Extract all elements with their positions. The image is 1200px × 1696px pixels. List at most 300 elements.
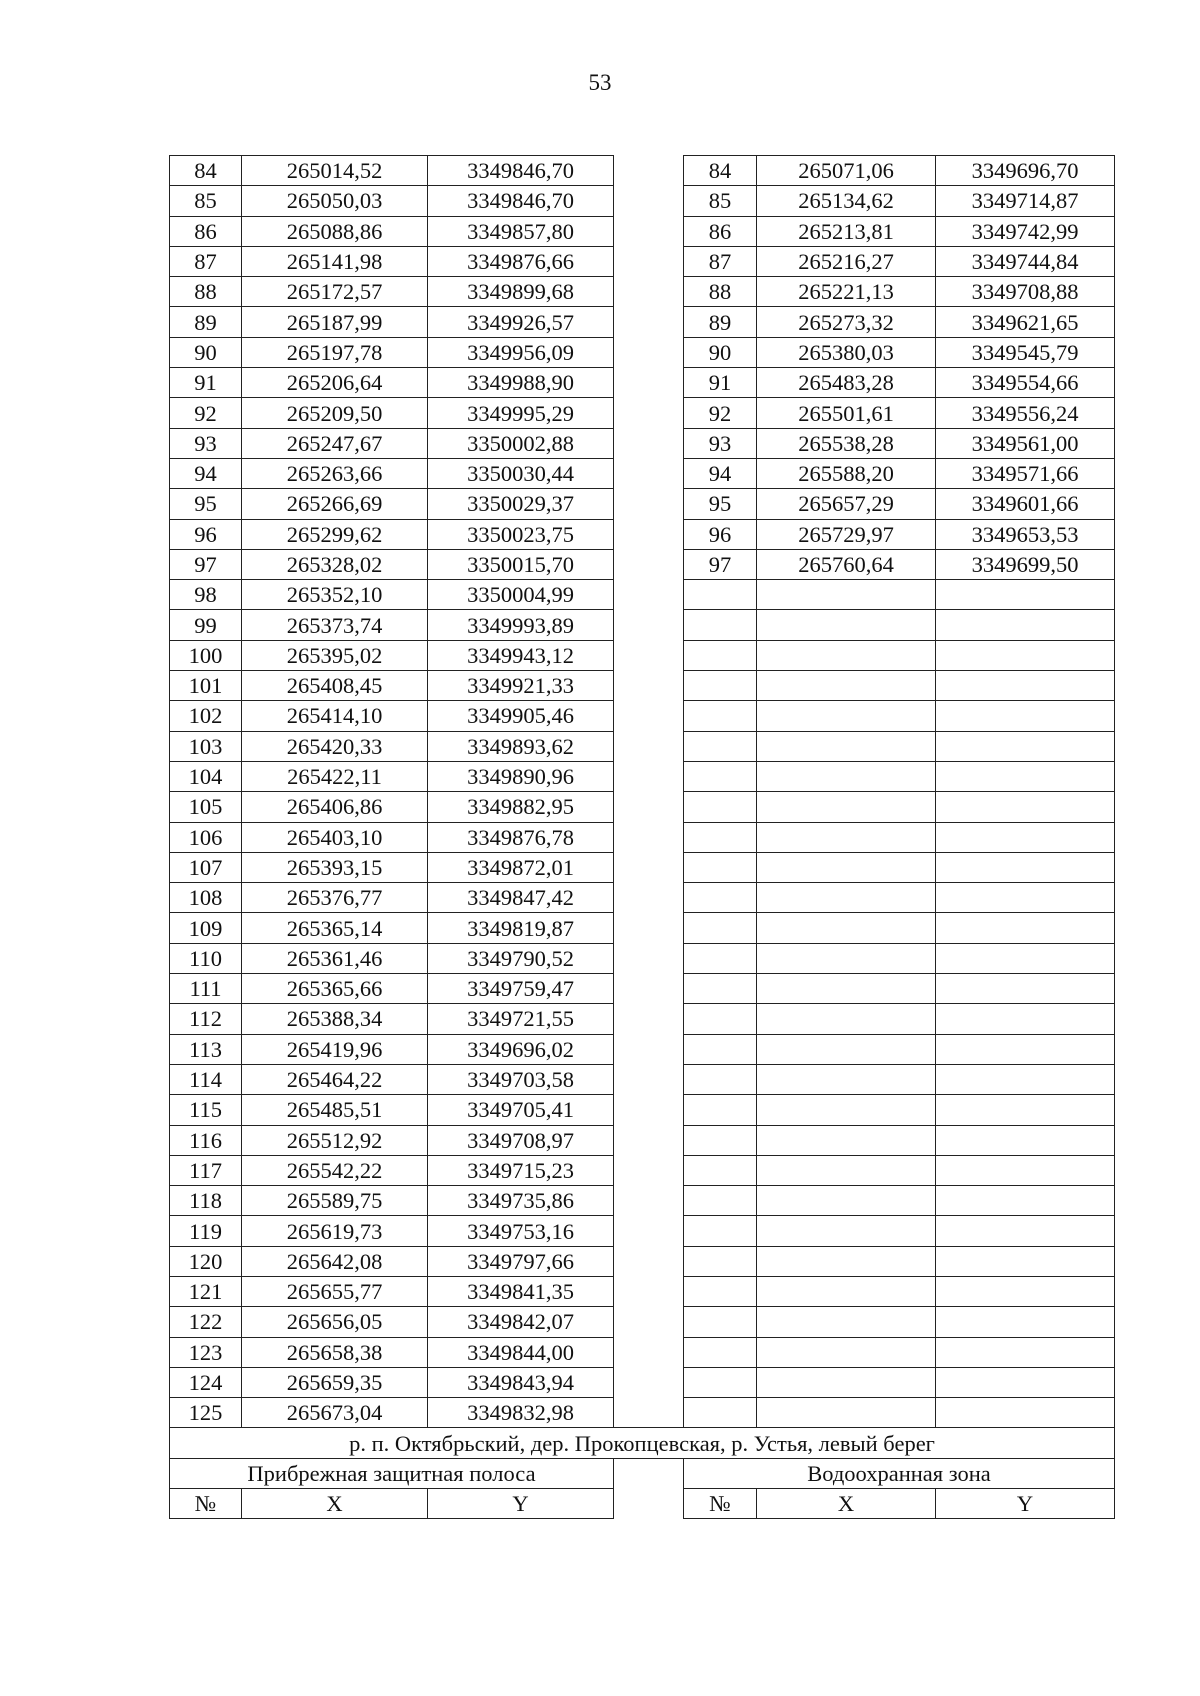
- right-cell-x: 265483,28: [757, 368, 936, 398]
- left-cell-num: 125: [170, 1398, 242, 1428]
- table-row: [170, 761, 1115, 791]
- right-cell-x: 265501,61: [757, 398, 936, 428]
- right-cell-num: [684, 1276, 757, 1306]
- table-gap: [614, 701, 684, 731]
- left-cell-y: 3349995,29: [428, 398, 614, 428]
- right-cell-x: [757, 731, 936, 761]
- left-cell-x: 265247,67: [242, 428, 428, 458]
- left-cell-x: 265197,78: [242, 337, 428, 367]
- table-row: [170, 489, 1115, 519]
- right-cell-x: [757, 1004, 936, 1034]
- table-gap: [614, 368, 684, 398]
- right-num-header: №: [684, 1489, 757, 1519]
- right-cell-x: [757, 792, 936, 822]
- left-cell-x: 265464,22: [242, 1064, 428, 1094]
- left-cell-x: 265406,86: [242, 792, 428, 822]
- left-cell-x: 265419,96: [242, 1034, 428, 1064]
- left-cell-y: 3349759,47: [428, 974, 614, 1004]
- page-number: 53: [588, 70, 612, 95]
- table-gap: [614, 580, 684, 610]
- left-cell-x: 265373,74: [242, 610, 428, 640]
- left-cell-y: 3349696,02: [428, 1034, 614, 1064]
- right-cell-num: [684, 731, 757, 761]
- left-cell-num: 89: [170, 307, 242, 337]
- right-cell-x: [757, 852, 936, 882]
- left-num-header: №: [170, 1489, 242, 1519]
- right-cell-y: 3349699,50: [936, 549, 1115, 579]
- right-cell-x: [757, 974, 936, 1004]
- right-cell-num: 95: [684, 489, 757, 519]
- right-cell-y: [936, 1186, 1115, 1216]
- table-gap: [614, 428, 684, 458]
- left-cell-num: 111: [170, 974, 242, 1004]
- right-cell-y: [936, 974, 1115, 1004]
- right-x-header: X: [757, 1489, 936, 1519]
- right-cell-x: [757, 1276, 936, 1306]
- left-cell-num: 85: [170, 186, 242, 216]
- left-cell-num: 118: [170, 1186, 242, 1216]
- left-cell-y: 3349921,33: [428, 671, 614, 701]
- left-cell-x: 265658,38: [242, 1337, 428, 1367]
- table-row: [170, 458, 1115, 488]
- left-cell-x: 265172,57: [242, 277, 428, 307]
- left-cell-num: 123: [170, 1337, 242, 1367]
- right-cell-x: [757, 943, 936, 973]
- right-cell-x: [757, 610, 936, 640]
- right-cell-y: [936, 1004, 1115, 1034]
- table-row: [170, 1125, 1115, 1155]
- left-cell-y: 3349956,09: [428, 337, 614, 367]
- left-cell-x: 265388,34: [242, 1004, 428, 1034]
- right-cell-num: 97: [684, 549, 757, 579]
- table-row: [170, 277, 1115, 307]
- left-cell-x: 265422,11: [242, 761, 428, 791]
- table-row: [170, 216, 1115, 246]
- left-cell-y: 3349857,80: [428, 216, 614, 246]
- left-cell-num: 94: [170, 458, 242, 488]
- column-header-row: [170, 1489, 1115, 1519]
- table-row: [170, 913, 1115, 943]
- left-cell-y: 3349899,68: [428, 277, 614, 307]
- left-cell-num: 98: [170, 580, 242, 610]
- right-cell-y: [936, 822, 1115, 852]
- right-cell-x: [757, 913, 936, 943]
- left-cell-y: 3349926,57: [428, 307, 614, 337]
- left-cell-x: 265656,05: [242, 1307, 428, 1337]
- left-cell-y: 3350029,37: [428, 489, 614, 519]
- right-cell-x: 265588,20: [757, 458, 936, 488]
- table-gap: [614, 822, 684, 852]
- right-cell-x: [757, 1125, 936, 1155]
- table-row: [170, 1186, 1115, 1216]
- right-cell-x: 265729,97: [757, 519, 936, 549]
- right-cell-x: [757, 701, 936, 731]
- right-cell-x: 265134,62: [757, 186, 936, 216]
- left-cell-y: 3349832,98: [428, 1398, 614, 1428]
- right-cell-num: [684, 1216, 757, 1246]
- table-gap: [614, 1398, 684, 1428]
- right-cell-x: [757, 1367, 936, 1397]
- right-cell-y: [936, 701, 1115, 731]
- right-cell-x: [757, 1337, 936, 1367]
- left-cell-x: 265209,50: [242, 398, 428, 428]
- table-row: [170, 1034, 1115, 1064]
- right-cell-x: 265273,32: [757, 307, 936, 337]
- left-cell-y: 3349890,96: [428, 761, 614, 791]
- right-cell-num: 85: [684, 186, 757, 216]
- table-row: [170, 246, 1115, 276]
- table-gap: [614, 246, 684, 276]
- right-cell-x: [757, 883, 936, 913]
- left-cell-num: 96: [170, 519, 242, 549]
- right-cell-y: 3349571,66: [936, 458, 1115, 488]
- left-cell-y: 3349721,55: [428, 1004, 614, 1034]
- right-cell-num: [684, 1337, 757, 1367]
- left-cell-x: 265365,14: [242, 913, 428, 943]
- left-cell-y: 3349844,00: [428, 1337, 614, 1367]
- right-cell-num: [684, 792, 757, 822]
- left-cell-y: 3349893,62: [428, 731, 614, 761]
- left-cell-y: 3349715,23: [428, 1155, 614, 1185]
- left-cell-num: 119: [170, 1216, 242, 1246]
- right-cell-x: [757, 671, 936, 701]
- table-gap: [614, 489, 684, 519]
- table-row: [170, 822, 1115, 852]
- table-gap: [614, 1125, 684, 1155]
- left-cell-num: 114: [170, 1064, 242, 1094]
- right-cell-num: [684, 640, 757, 670]
- left-cell-y: 3349993,89: [428, 610, 614, 640]
- right-cell-num: 93: [684, 428, 757, 458]
- right-cell-num: [684, 580, 757, 610]
- right-cell-x: [757, 1064, 936, 1094]
- left-cell-y: 3349905,46: [428, 701, 614, 731]
- right-cell-num: [684, 1398, 757, 1428]
- left-cell-y: 3349876,78: [428, 822, 614, 852]
- table-gap: [614, 1276, 684, 1306]
- zone-header-row: [170, 1458, 1115, 1488]
- section-title-row: [170, 1428, 1115, 1458]
- right-cell-x: 265380,03: [757, 337, 936, 367]
- table-row: [170, 1064, 1115, 1094]
- left-cell-x: 265187,99: [242, 307, 428, 337]
- left-cell-x: 265673,04: [242, 1398, 428, 1428]
- table-row: [170, 307, 1115, 337]
- table-row: [170, 428, 1115, 458]
- left-cell-y: 3349846,70: [428, 156, 614, 186]
- left-cell-x: 265395,02: [242, 640, 428, 670]
- left-cell-num: 124: [170, 1367, 242, 1397]
- left-cell-x: 265361,46: [242, 943, 428, 973]
- table-row: [170, 398, 1115, 428]
- right-cell-y: [936, 943, 1115, 973]
- left-cell-y: 3349882,95: [428, 792, 614, 822]
- right-cell-num: 84: [684, 156, 757, 186]
- right-cell-y: 3349742,99: [936, 216, 1115, 246]
- right-cell-num: 90: [684, 337, 757, 367]
- table-gap: [614, 549, 684, 579]
- left-cell-num: 97: [170, 549, 242, 579]
- left-cell-num: 120: [170, 1246, 242, 1276]
- table-gap: [614, 1064, 684, 1094]
- left-cell-y: 3349797,66: [428, 1246, 614, 1276]
- table-gap: [614, 913, 684, 943]
- left-cell-y: 3349876,66: [428, 246, 614, 276]
- left-cell-num: 100: [170, 640, 242, 670]
- table-gap: [614, 337, 684, 367]
- right-cell-x: [757, 1398, 936, 1428]
- right-cell-num: 91: [684, 368, 757, 398]
- table-gap: [614, 186, 684, 216]
- left-cell-x: 265376,77: [242, 883, 428, 913]
- right-cell-num: [684, 701, 757, 731]
- right-cell-y: [936, 731, 1115, 761]
- right-cell-num: [684, 1307, 757, 1337]
- left-y-header: Y: [428, 1489, 614, 1519]
- right-cell-num: 96: [684, 519, 757, 549]
- table-gap: [614, 1216, 684, 1246]
- right-cell-y: 3349554,66: [936, 368, 1115, 398]
- right-cell-x: [757, 761, 936, 791]
- left-cell-num: 84: [170, 156, 242, 186]
- right-cell-y: [936, 1034, 1115, 1064]
- table-gap: [614, 792, 684, 822]
- left-cell-num: 102: [170, 701, 242, 731]
- right-cell-y: [936, 1398, 1115, 1428]
- left-cell-y: 3350015,70: [428, 549, 614, 579]
- table-row: [170, 337, 1115, 367]
- right-cell-x: [757, 1246, 936, 1276]
- table-row: [170, 549, 1115, 579]
- left-cell-num: 104: [170, 761, 242, 791]
- left-cell-num: 92: [170, 398, 242, 428]
- left-cell-num: 112: [170, 1004, 242, 1034]
- table-row: [170, 610, 1115, 640]
- right-cell-num: [684, 1186, 757, 1216]
- left-cell-y: 3349708,97: [428, 1125, 614, 1155]
- table-row: [170, 1337, 1115, 1367]
- right-cell-y: [936, 852, 1115, 882]
- table-row: [170, 186, 1115, 216]
- left-cell-num: 110: [170, 943, 242, 973]
- right-cell-num: [684, 671, 757, 701]
- table-row: [170, 974, 1115, 1004]
- table-row: [170, 671, 1115, 701]
- right-cell-x: 265760,64: [757, 549, 936, 579]
- table-row: [170, 1276, 1115, 1306]
- table-gap: [614, 1337, 684, 1367]
- left-cell-y: 3349843,94: [428, 1367, 614, 1397]
- table-row: [170, 792, 1115, 822]
- left-cell-y: 3349841,35: [428, 1276, 614, 1306]
- table-row: [170, 1398, 1115, 1428]
- right-cell-num: 86: [684, 216, 757, 246]
- right-cell-y: [936, 792, 1115, 822]
- left-cell-num: 86: [170, 216, 242, 246]
- table-gap: [614, 1095, 684, 1125]
- right-cell-y: [936, 610, 1115, 640]
- left-x-header: X: [242, 1489, 428, 1519]
- right-cell-y: [936, 761, 1115, 791]
- table-gap: [614, 1246, 684, 1276]
- left-cell-x: 265352,10: [242, 580, 428, 610]
- table-gap: [614, 761, 684, 791]
- table-gap: [614, 398, 684, 428]
- right-cell-y: 3349561,00: [936, 428, 1115, 458]
- right-cell-y: 3349545,79: [936, 337, 1115, 367]
- left-cell-num: 109: [170, 913, 242, 943]
- left-cell-y: 3349819,87: [428, 913, 614, 943]
- right-cell-num: [684, 1095, 757, 1125]
- right-cell-y: [936, 1216, 1115, 1246]
- table-gap: [614, 943, 684, 973]
- table-gap: [614, 1367, 684, 1397]
- table-gap: [614, 1034, 684, 1064]
- right-cell-num: [684, 1064, 757, 1094]
- table-row: [170, 1004, 1115, 1034]
- right-cell-y: [936, 1367, 1115, 1397]
- right-cell-y: 3349744,84: [936, 246, 1115, 276]
- table-row: [170, 731, 1115, 761]
- left-cell-num: 122: [170, 1307, 242, 1337]
- left-cell-x: 265642,08: [242, 1246, 428, 1276]
- right-cell-num: [684, 943, 757, 973]
- left-cell-x: 265206,64: [242, 368, 428, 398]
- left-cell-num: 108: [170, 883, 242, 913]
- right-cell-num: 89: [684, 307, 757, 337]
- left-cell-y: 3349943,12: [428, 640, 614, 670]
- right-cell-num: 94: [684, 458, 757, 488]
- right-cell-y: 3349621,65: [936, 307, 1115, 337]
- left-cell-num: 99: [170, 610, 242, 640]
- right-cell-y: [936, 1307, 1115, 1337]
- table-row: [170, 368, 1115, 398]
- right-cell-num: 88: [684, 277, 757, 307]
- left-cell-x: 265088,86: [242, 216, 428, 246]
- table-gap: [614, 1186, 684, 1216]
- table-row: [170, 519, 1115, 549]
- left-cell-x: 265414,10: [242, 701, 428, 731]
- left-cell-y: 3349753,16: [428, 1216, 614, 1246]
- left-cell-y: 3350023,75: [428, 519, 614, 549]
- left-cell-num: 103: [170, 731, 242, 761]
- left-cell-num: 90: [170, 337, 242, 367]
- table-gap: [614, 671, 684, 701]
- table-row: [170, 1246, 1115, 1276]
- table-gap: [614, 519, 684, 549]
- table-gap: [614, 974, 684, 1004]
- right-cell-num: [684, 883, 757, 913]
- right-y-header: Y: [936, 1489, 1115, 1519]
- right-cell-x: [757, 1186, 936, 1216]
- table-row: [170, 852, 1115, 882]
- right-cell-y: [936, 671, 1115, 701]
- table-gap: [614, 640, 684, 670]
- right-cell-num: [684, 1246, 757, 1276]
- left-cell-y: 3349846,70: [428, 186, 614, 216]
- right-cell-y: [936, 640, 1115, 670]
- table-gap: [614, 458, 684, 488]
- left-cell-y: 3349735,86: [428, 1186, 614, 1216]
- right-cell-num: [684, 1125, 757, 1155]
- left-cell-num: 106: [170, 822, 242, 852]
- left-cell-num: 88: [170, 277, 242, 307]
- table-row: [170, 883, 1115, 913]
- table-gap: [614, 156, 684, 186]
- left-cell-x: 265655,77: [242, 1276, 428, 1306]
- right-cell-num: [684, 610, 757, 640]
- left-cell-x: 265542,22: [242, 1155, 428, 1185]
- right-cell-y: 3349653,53: [936, 519, 1115, 549]
- table-gap: [614, 610, 684, 640]
- left-cell-x: 265299,62: [242, 519, 428, 549]
- coastal-strip-header: Прибрежная защитная полоса: [170, 1458, 614, 1488]
- right-cell-y: 3349714,87: [936, 186, 1115, 216]
- table-gap: [614, 277, 684, 307]
- table-gap: [614, 731, 684, 761]
- table-gap: [614, 1307, 684, 1337]
- left-cell-y: 3350030,44: [428, 458, 614, 488]
- left-cell-x: 265141,98: [242, 246, 428, 276]
- right-cell-num: 92: [684, 398, 757, 428]
- left-cell-num: 101: [170, 671, 242, 701]
- left-cell-y: 3350002,88: [428, 428, 614, 458]
- right-cell-x: [757, 1095, 936, 1125]
- left-cell-y: 3349842,07: [428, 1307, 614, 1337]
- right-cell-num: [684, 852, 757, 882]
- left-cell-y: 3350004,99: [428, 580, 614, 610]
- right-cell-num: [684, 1155, 757, 1185]
- water-protection-zone-header: Водоохранная зона: [684, 1458, 1115, 1488]
- left-cell-x: 265050,03: [242, 186, 428, 216]
- left-cell-x: 265328,02: [242, 549, 428, 579]
- right-cell-x: 265657,29: [757, 489, 936, 519]
- right-cell-y: [936, 1095, 1115, 1125]
- right-cell-x: [757, 1216, 936, 1246]
- left-cell-x: 265420,33: [242, 731, 428, 761]
- right-cell-x: [757, 1155, 936, 1185]
- left-cell-num: 115: [170, 1095, 242, 1125]
- right-cell-y: [936, 580, 1115, 610]
- left-cell-y: 3349790,52: [428, 943, 614, 973]
- right-cell-y: [936, 1246, 1115, 1276]
- right-cell-y: [936, 1155, 1115, 1185]
- table-row: [170, 943, 1115, 973]
- coordinates-table: [169, 155, 1115, 1519]
- left-cell-num: 87: [170, 246, 242, 276]
- right-cell-y: 3349696,70: [936, 156, 1115, 186]
- left-cell-y: 3349847,42: [428, 883, 614, 913]
- left-cell-y: 3349705,41: [428, 1095, 614, 1125]
- left-cell-y: 3349703,58: [428, 1064, 614, 1094]
- table-row: [170, 701, 1115, 731]
- left-cell-x: 265393,15: [242, 852, 428, 882]
- right-cell-y: [936, 883, 1115, 913]
- right-cell-num: [684, 974, 757, 1004]
- table-gap: [614, 883, 684, 913]
- table-gap: [614, 1489, 684, 1519]
- left-cell-x: 265365,66: [242, 974, 428, 1004]
- table-row: [170, 1155, 1115, 1185]
- table-row: [170, 1367, 1115, 1397]
- left-cell-num: 95: [170, 489, 242, 519]
- right-cell-y: [936, 1337, 1115, 1367]
- right-cell-x: [757, 1307, 936, 1337]
- right-cell-num: [684, 913, 757, 943]
- left-cell-num: 107: [170, 852, 242, 882]
- right-cell-x: [757, 640, 936, 670]
- right-cell-x: 265213,81: [757, 216, 936, 246]
